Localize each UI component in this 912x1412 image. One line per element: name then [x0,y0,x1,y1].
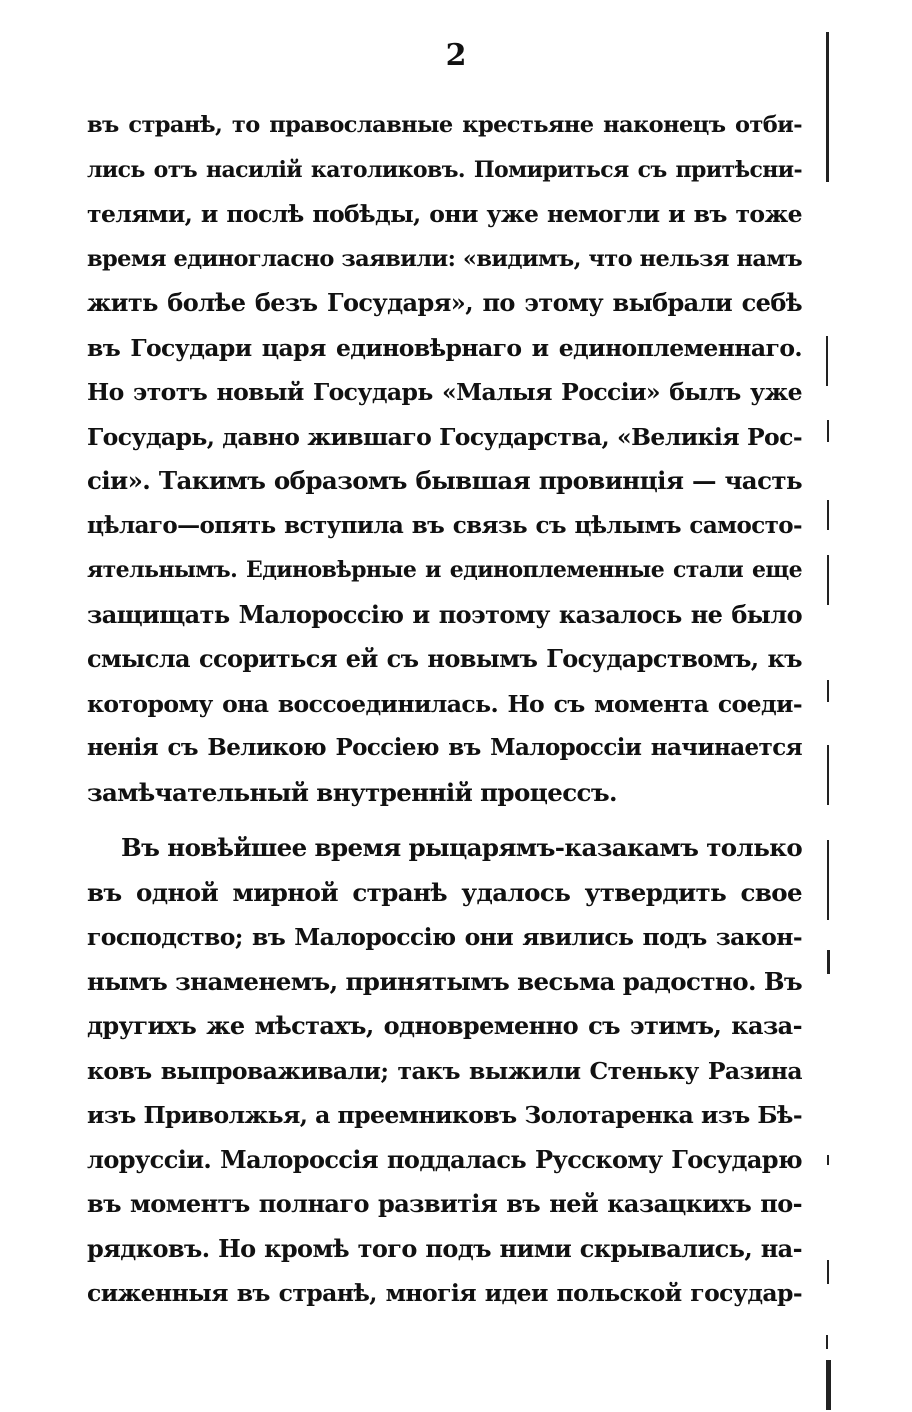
page-edge-line [827,840,829,920]
text-line: Государь, давно жившаго Государства, «Великія Рос- [87,422,802,451]
text-line: рядковъ. Но кромѣ того подъ ними скрывались, на- [87,1233,802,1263]
text-line: замѣчательный внутренній процессъ. [87,777,617,807]
page-edge-line [827,555,829,605]
text-line: ненія съ Великою Россіею въ Малороссіи начинается [87,734,802,761]
page-edge-line [826,1360,831,1410]
text-line: ковъ выпроваживали; такъ выжили Стеньку Разина [87,1056,802,1085]
page-edge-line [827,420,829,442]
text-line: ятельнымъ. Единовѣрные и единоплеменные стали еще [87,557,802,583]
text-line: господство; въ Малороссію они явились подъ закон- [87,923,802,951]
page-edge-line [827,1155,829,1165]
text-line: которому она воссоединилась. Но съ момента соеди- [87,689,802,718]
body-text [87,103,802,1316]
text-line: въ моментъ полнаго развитія въ ней казацкихъ по- [87,1189,802,1218]
paragraph-2 [87,826,802,1316]
text-line: другихъ же мѣстахъ, одновременно съ этимъ, каза- [87,1011,802,1040]
text-line: въ Государи царя единовѣрнаго и единоплеменнаго. [87,333,802,362]
page-edge-line [827,950,830,974]
text-line: лись отъ насилій католиковъ. Помириться съ притѣсни- [87,156,802,183]
text-line: лоруссіи. Малороссія поддалась Русскому Государю [87,1144,802,1174]
text-line: телями, и послѣ побѣды, они уже немогли и въ тоже [87,200,802,228]
text-line: сіи». Такимъ образомъ бывшая провинція — часть [87,466,802,495]
text-line: нымъ знаменемъ, принятымъ весьма радостно. Въ [87,966,802,996]
text-line: въ странѣ, то православные крестьяне наконецъ отби- [87,112,802,138]
text-line: цѣлаго—опять вступила въ связь съ цѣлымъ самосто- [87,511,802,539]
text-line: жить болѣе безъ Государя», по этому выбрали себѣ [87,288,802,317]
text-line: Но этотъ новый Государь «Малыя Россіи» былъ уже [87,378,802,406]
text-line: время единогласно заявили: «видимъ, что нельзя намъ [87,245,802,272]
text-line: въ одной мирной странѣ удалось утвердить свое [87,877,802,907]
page-edge-line [827,745,829,805]
page-edge-line [826,1335,828,1349]
text-line: защищать Малороссію и поэтому казалось не было [87,599,802,629]
page-edge-line [826,32,829,182]
page-edge-line [827,1260,829,1284]
page-number: 2 [445,38,467,73]
text-line: сиженныя въ странѣ, многія идеи польской государ- [87,1279,802,1307]
page-edge-line [827,500,829,530]
page-edge-line [827,680,829,702]
text-line: смысла ссориться ей съ новымъ Государствомъ, къ [87,644,802,673]
paragraph-1 [87,103,802,815]
page-edge-line [826,336,828,386]
text-line: изъ Приволжья, а преемниковъ Золотаренка изъ Бѣ- [87,1101,802,1129]
text-line: Въ новѣйшее время рыцарямъ-казакамъ только [121,833,802,862]
